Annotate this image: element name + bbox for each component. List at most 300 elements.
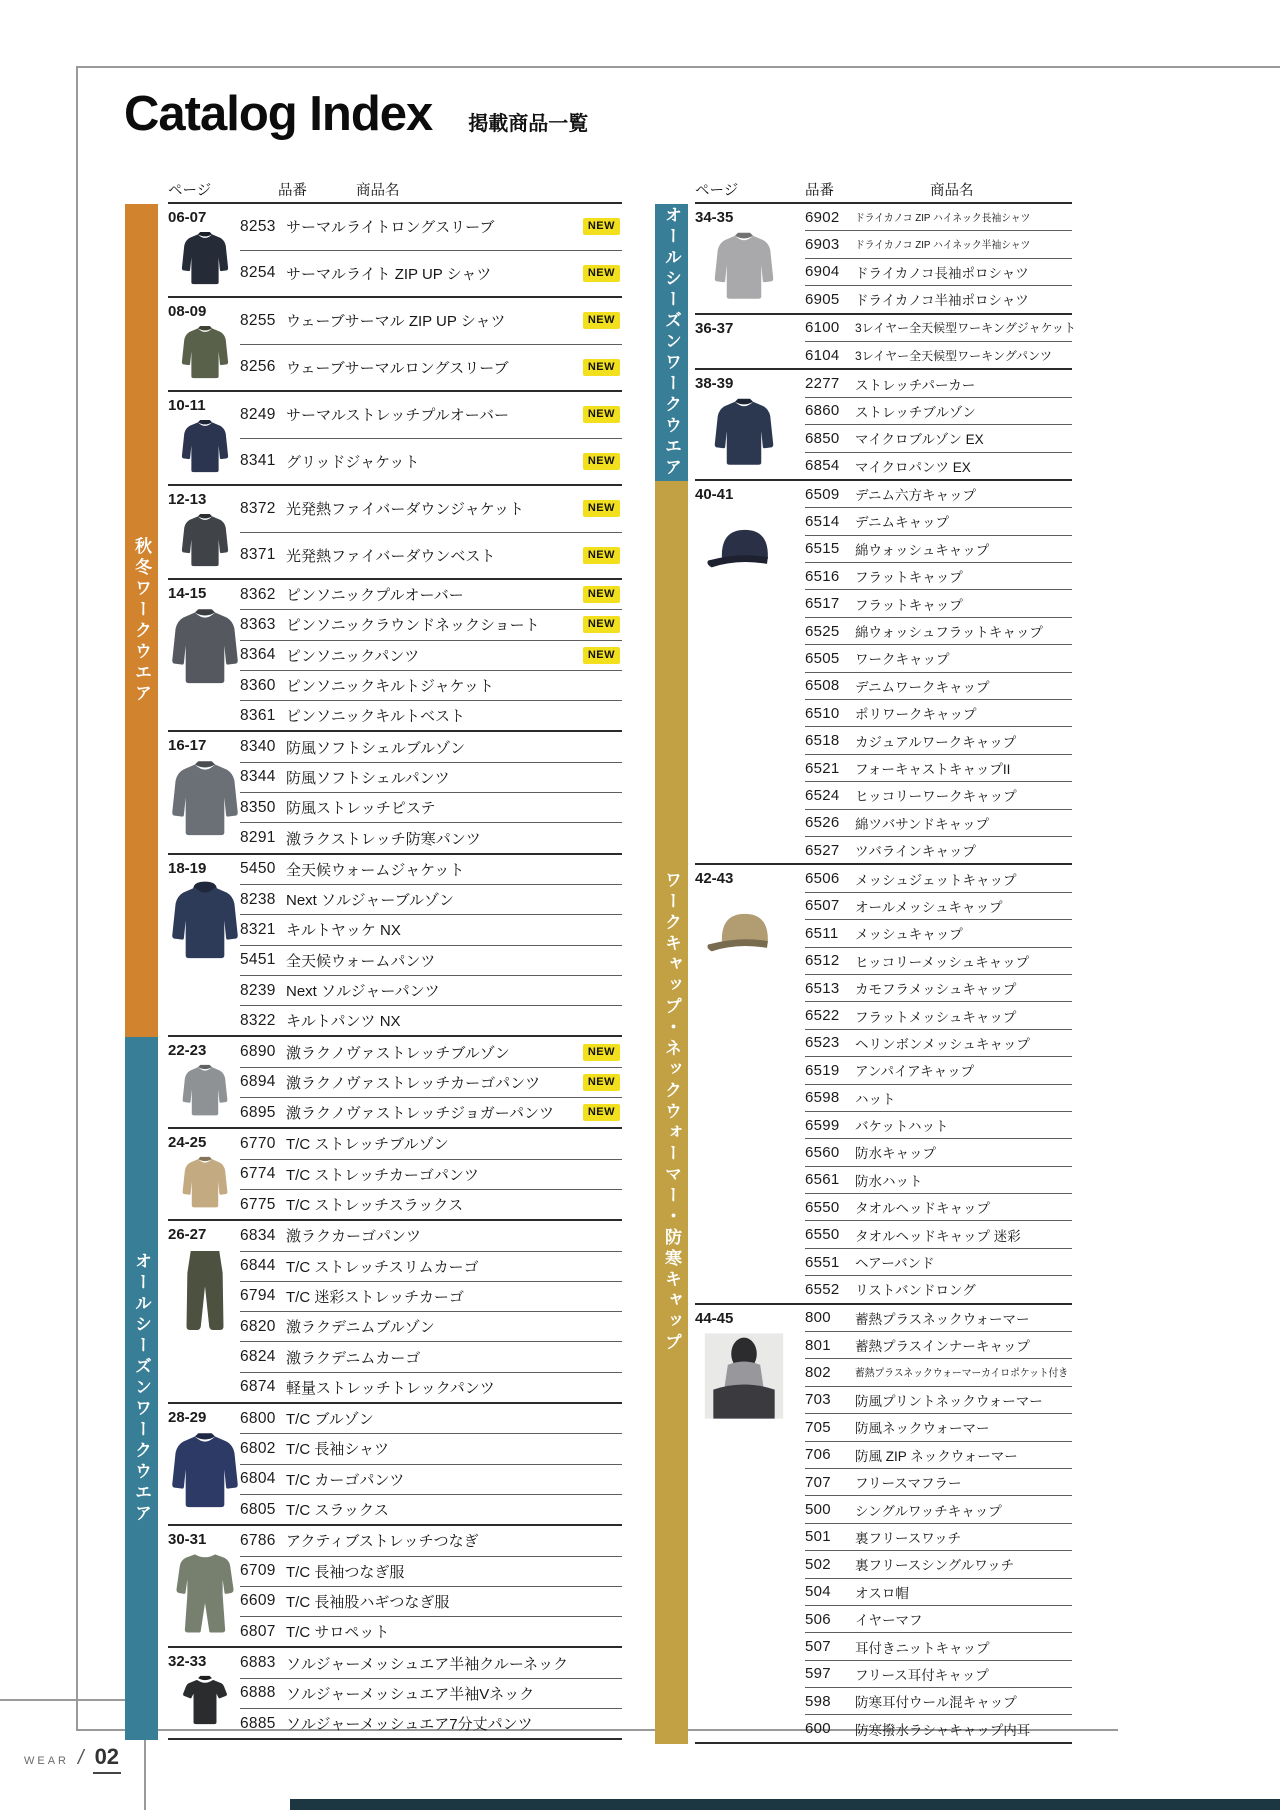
- thumbnail-svg: [699, 506, 789, 598]
- product-row: [805, 810, 1072, 837]
- product-name: ヘアーバンド: [855, 1256, 935, 1272]
- product-row: [805, 1579, 1072, 1606]
- product-name: サーマルライト ZIP UP シャツ: [286, 265, 492, 283]
- product-code: 6521: [805, 759, 840, 777]
- product-row: [240, 1404, 622, 1434]
- product-code: 504: [805, 1583, 831, 1601]
- product-row: [805, 1469, 1072, 1496]
- section-page-range: 18-19: [168, 859, 207, 877]
- catalog-section: [168, 1648, 622, 1740]
- product-code: 8341: [240, 452, 276, 470]
- product-name: タオルヘッドキャップ 迷彩: [855, 1228, 1021, 1244]
- product-name: アクティブストレッチつなぎ: [286, 1533, 479, 1551]
- product-name: 防風ストレッチピステ: [286, 800, 436, 818]
- category-bar: [125, 1037, 158, 1740]
- product-row: [805, 1688, 1072, 1715]
- product-code: 6854: [805, 457, 840, 475]
- product-row: [805, 563, 1072, 590]
- section-rows: [805, 204, 1072, 313]
- product-name: ヒッコリーメッシュキャップ: [855, 954, 1030, 970]
- product-row: [805, 1002, 1072, 1029]
- section-rows: [805, 481, 1072, 863]
- product-code: 6904: [805, 263, 840, 281]
- product-name: 光発熱ファイバーダウンジャケット: [286, 501, 524, 519]
- product-code: 6903: [805, 236, 840, 254]
- product-code: 6874: [240, 1378, 276, 1396]
- section-page-range: 22-23: [168, 1042, 207, 1060]
- product-name: T/C カーゴパンツ: [286, 1471, 405, 1489]
- product-name: イヤーマフ: [855, 1613, 923, 1629]
- product-code: 5451: [240, 951, 276, 969]
- product-code: 6507: [805, 897, 840, 915]
- product-row: [240, 1098, 622, 1127]
- section-side: [695, 204, 805, 313]
- product-code: 8238: [240, 890, 276, 908]
- table-header-page: ページ: [168, 183, 212, 199]
- table-header-name: 商品名: [930, 183, 974, 199]
- product-row: [240, 671, 622, 701]
- product-name: メッシュキャップ: [855, 927, 963, 943]
- product-thumbnail: [163, 511, 247, 575]
- product-code: 6509: [805, 485, 840, 503]
- product-thumbnail: [163, 1062, 247, 1124]
- product-row: [240, 1373, 622, 1402]
- catalog-section: [168, 392, 622, 486]
- product-name: ウェーブサーマル ZIP UP シャツ: [286, 313, 506, 331]
- product-code: 6794: [240, 1287, 276, 1305]
- product-code: 6774: [240, 1165, 276, 1183]
- product-code: 6552: [805, 1280, 840, 1298]
- table-body: [168, 202, 622, 1740]
- product-thumbnail: [163, 229, 247, 293]
- product-code: 600: [805, 1720, 831, 1738]
- product-row: [805, 1661, 1072, 1688]
- product-name: フラットキャップ: [855, 570, 963, 586]
- product-name: 激ラクノヴァストレッチブルゾン: [286, 1044, 510, 1062]
- page-footer: [24, 1744, 121, 1774]
- product-row: [805, 453, 1072, 479]
- product-name: ツバラインキャップ: [855, 844, 976, 860]
- product-row: [240, 1526, 622, 1556]
- product-code: 6522: [805, 1007, 840, 1025]
- product-name: オスロ帽: [855, 1585, 909, 1601]
- product-name: 綿ウォッシュキャップ: [855, 542, 990, 558]
- section-side: [168, 580, 240, 730]
- product-thumbnail: [163, 417, 247, 481]
- thumbnail-svg: [163, 605, 247, 697]
- section-rows: [240, 1037, 622, 1127]
- product-row: [240, 641, 622, 671]
- thumbnail-svg: [163, 880, 247, 972]
- product-name: カジュアルワークキャップ: [855, 734, 1017, 750]
- category-bar-label: オールシーズンワークウエア: [662, 206, 681, 479]
- product-name: T/C スラックス: [286, 1502, 389, 1520]
- product-name: T/C ストレッチスラックス: [286, 1197, 464, 1215]
- thumbnail-svg: [163, 229, 247, 293]
- thumbnail-svg: [163, 1154, 247, 1216]
- product-name: ストレッチパーカー: [855, 377, 976, 393]
- next-page-edge-strip: [290, 1799, 1280, 1810]
- section-side: [695, 481, 805, 863]
- product-name: 蓄熱プラスネックウォーマー: [855, 1311, 1030, 1327]
- section-page-range: 42-43: [695, 870, 734, 888]
- product-row: [240, 1495, 622, 1524]
- product-row: [805, 259, 1072, 286]
- product-code: 597: [805, 1665, 831, 1683]
- catalog-section: [695, 204, 1072, 315]
- product-name: 耳付きニットキャップ: [855, 1640, 990, 1656]
- product-name: 防風ネックウォーマー: [855, 1421, 990, 1437]
- thumbnail-svg: [163, 417, 247, 481]
- product-name: 全天候ウォームパンツ: [286, 952, 436, 970]
- product-row: [240, 1221, 622, 1251]
- catalog-section: [695, 315, 1076, 371]
- product-row: [805, 508, 1072, 535]
- new-badge: NEW: [583, 359, 620, 376]
- product-row: [240, 486, 622, 533]
- section-rows: [240, 204, 622, 296]
- product-name: T/C サロペット: [286, 1624, 390, 1642]
- product-row: [240, 1160, 622, 1190]
- product-code: 8249: [240, 405, 276, 423]
- section-page-range: 10-11: [168, 397, 206, 414]
- product-thumbnail: [699, 395, 789, 476]
- thumbnail-svg: [699, 395, 789, 476]
- section-page-range: 24-25: [168, 1134, 207, 1152]
- catalog-section: [168, 732, 622, 854]
- catalog-section: [168, 1037, 622, 1129]
- section-side: [168, 1526, 240, 1646]
- product-code: 6505: [805, 649, 840, 667]
- product-row: [805, 673, 1072, 700]
- product-row: [805, 342, 1072, 368]
- new-badge: NEW: [583, 547, 620, 564]
- product-name: Next ソルジャーブルゾン: [286, 892, 454, 910]
- product-code: 5450: [240, 860, 276, 878]
- product-name: ヘリンボンメッシュキャップ: [855, 1036, 1030, 1052]
- section-page-range: 32-33: [168, 1653, 207, 1671]
- product-code: 8350: [240, 798, 276, 816]
- product-row: [805, 1633, 1072, 1660]
- section-side: [695, 865, 805, 1302]
- product-row: [805, 893, 1072, 920]
- new-badge: NEW: [583, 616, 620, 633]
- product-row: [240, 1037, 622, 1067]
- new-badge: NEW: [583, 312, 620, 329]
- product-code: 6804: [240, 1470, 276, 1488]
- product-row: [240, 1252, 622, 1282]
- product-name: 綿ツバサンドキャップ: [855, 816, 990, 832]
- product-name: 綿ウォッシュフラットキャップ: [855, 625, 1043, 641]
- product-code: 6515: [805, 540, 840, 558]
- product-code: 6888: [240, 1684, 276, 1702]
- product-name: T/C ストレッチブルゾン: [286, 1136, 449, 1154]
- product-code: 6786: [240, 1531, 276, 1549]
- product-row: [240, 1587, 622, 1617]
- product-code: 6800: [240, 1409, 276, 1427]
- section-side: [168, 855, 240, 1036]
- product-code: 6609: [240, 1592, 276, 1610]
- product-code: 6770: [240, 1134, 276, 1152]
- product-code: 6514: [805, 512, 840, 530]
- footer-separator: /: [78, 1747, 84, 1769]
- category-bar: [125, 204, 158, 1038]
- section-side: [168, 392, 240, 484]
- section-side: [168, 1129, 240, 1219]
- section-page-range: 44-45: [695, 1309, 734, 1327]
- product-thumbnail: [163, 1154, 247, 1216]
- product-code: 6775: [240, 1195, 276, 1213]
- product-row: [805, 536, 1072, 563]
- product-code: 6805: [240, 1500, 276, 1518]
- product-name: T/C ストレッチカーゴパンツ: [286, 1166, 479, 1184]
- section-rows: [240, 732, 622, 852]
- product-code: 6834: [240, 1226, 276, 1244]
- product-row: [240, 1434, 622, 1464]
- product-row: [805, 1276, 1072, 1302]
- product-code: 707: [805, 1473, 831, 1491]
- product-name: メッシュジェットキャップ: [855, 872, 1017, 888]
- product-thumbnail: [699, 1330, 789, 1422]
- product-row: [805, 1194, 1072, 1221]
- catalog-section: [168, 1526, 622, 1648]
- product-name: ピンソニックキルトジャケット: [286, 678, 494, 696]
- new-badge: NEW: [583, 1074, 620, 1091]
- product-row: [805, 782, 1072, 809]
- table-body: [695, 202, 1076, 1744]
- product-row: [805, 1085, 1072, 1112]
- product-row: [805, 948, 1072, 975]
- product-row: [805, 1387, 1072, 1414]
- product-code: 6506: [805, 870, 840, 888]
- product-name: 防寒耳付ウール混キャップ: [855, 1695, 1017, 1711]
- thumbnail-svg: [163, 1673, 247, 1735]
- category-bar-label: オールシーズンワークウエア: [132, 1252, 151, 1525]
- product-name: 蓄熱プラスインナーキャップ: [855, 1339, 1030, 1355]
- product-name: 裏フリースワッチ: [855, 1530, 962, 1546]
- product-row: [805, 1030, 1072, 1057]
- product-code: 6560: [805, 1143, 840, 1161]
- product-code: 801: [805, 1336, 831, 1354]
- product-code: 6518: [805, 732, 840, 750]
- product-code: 6561: [805, 1171, 840, 1189]
- section-side: [168, 486, 240, 578]
- section-page-range: 08-09: [168, 303, 207, 320]
- section-rows: [240, 1129, 622, 1219]
- product-code: 6890: [240, 1043, 276, 1061]
- section-side: [695, 370, 805, 479]
- product-code: 6100: [805, 319, 840, 337]
- product-code: 6517: [805, 595, 840, 613]
- product-row: [240, 855, 622, 885]
- product-name: 全天候ウォームジャケット: [286, 861, 465, 879]
- product-code: 8362: [240, 585, 276, 603]
- page-subtitle: 掲載商品一覧: [468, 113, 589, 135]
- section-page-range: 26-27: [168, 1226, 207, 1244]
- product-code: 705: [805, 1418, 831, 1436]
- section-page-range: 40-41: [695, 485, 734, 503]
- product-code: 6104: [805, 346, 840, 364]
- product-code: 8340: [240, 738, 276, 756]
- product-code: 507: [805, 1638, 831, 1655]
- product-row: [240, 1679, 622, 1709]
- new-badge: NEW: [583, 647, 620, 664]
- section-rows: [240, 486, 622, 578]
- title-block: [124, 86, 588, 142]
- new-badge: NEW: [583, 500, 620, 517]
- product-code: 8253: [240, 217, 276, 235]
- product-thumbnail: [163, 1673, 247, 1735]
- thumbnail-svg: [163, 323, 247, 387]
- new-badge: NEW: [583, 406, 620, 423]
- product-row: [805, 1249, 1072, 1276]
- product-row: [240, 1465, 622, 1495]
- product-name: 激ラクノヴァストレッチカーゴパンツ: [286, 1074, 541, 1092]
- section-rows: [240, 392, 622, 484]
- product-name: 激ラクカーゴパンツ: [286, 1228, 422, 1246]
- product-name: デニム六方キャップ: [855, 488, 976, 504]
- product-code: 6885: [240, 1714, 276, 1732]
- product-row: [240, 1129, 622, 1159]
- product-name: 防風プリントネックウォーマー: [855, 1393, 1043, 1409]
- category-bar-label: 秋冬ワークウエア: [132, 537, 151, 705]
- product-name: T/C 長袖股ハギつなぎ服: [286, 1593, 450, 1611]
- product-name: 3レイヤー全天候型ワーキングジャケット: [855, 321, 1076, 336]
- product-row: [805, 370, 1072, 397]
- product-code: 6598: [805, 1089, 840, 1107]
- product-name: 防風ソフトシェルブルゾン: [286, 739, 466, 757]
- product-code: 6527: [805, 841, 840, 859]
- product-row: [240, 1648, 622, 1678]
- product-name: グリッドジャケット: [286, 453, 420, 471]
- thumbnail-svg: [163, 1246, 247, 1338]
- product-code: 506: [805, 1610, 831, 1628]
- catalog-column-right: [662, 176, 1076, 1744]
- section-rows: [805, 865, 1072, 1302]
- product-code: 2277: [805, 375, 840, 393]
- product-row: [805, 975, 1072, 1002]
- section-side: [695, 315, 805, 369]
- section-rows: [240, 1526, 622, 1646]
- product-name: リストバンドロング: [855, 1283, 976, 1299]
- product-row: [805, 1167, 1072, 1194]
- product-name: 激ラクデニムブルゾン: [286, 1319, 435, 1337]
- section-rows: [805, 370, 1072, 479]
- product-code: 6894: [240, 1073, 276, 1091]
- product-row: [240, 1312, 622, 1342]
- new-badge: NEW: [583, 586, 620, 603]
- product-code: 8255: [240, 311, 276, 329]
- section-side: [168, 204, 240, 296]
- product-row: [805, 727, 1072, 754]
- product-code: 6551: [805, 1253, 840, 1271]
- product-name: T/C ブルゾン: [286, 1411, 374, 1429]
- product-row: [240, 580, 622, 610]
- product-code: 6895: [240, 1103, 276, 1121]
- product-row: [240, 763, 622, 793]
- new-badge: NEW: [583, 265, 620, 282]
- thumbnail-svg: [163, 1062, 247, 1124]
- product-row: [240, 1557, 622, 1587]
- product-name: 軽量ストレッチトレックパンツ: [286, 1379, 495, 1397]
- product-code: 8371: [240, 546, 276, 564]
- product-row: [805, 481, 1072, 508]
- product-row: [805, 645, 1072, 672]
- product-row: [805, 231, 1072, 258]
- thumbnail-svg: [699, 890, 789, 982]
- table-header-code: 品番: [278, 183, 307, 199]
- product-row: [805, 837, 1072, 863]
- product-name: ドライカノコ ZIP ハイネック長袖シャツ: [855, 211, 1031, 224]
- product-row: [240, 976, 622, 1006]
- product-row: [805, 1057, 1072, 1084]
- product-code: 8254: [240, 264, 276, 282]
- section-rows: [805, 315, 1076, 369]
- product-row: [805, 1332, 1072, 1359]
- thumbnail-svg: [163, 1429, 247, 1521]
- section-side: [168, 1037, 240, 1127]
- product-name: 防風 ZIP ネックウォーマー: [855, 1448, 1018, 1464]
- product-name: ピンソニックプルオーバー: [286, 587, 464, 605]
- product-name: 激ラクデニムカーゴ: [286, 1349, 421, 1367]
- product-row: [805, 1715, 1072, 1741]
- section-side: [168, 1404, 240, 1524]
- thumbnail-svg: [699, 229, 789, 310]
- table-header-name: 商品名: [356, 183, 400, 199]
- product-name: フリースマフラー: [855, 1476, 962, 1492]
- product-name: ウェーブサーマルロングスリーブ: [286, 359, 509, 377]
- product-name: オールメッシュキャップ: [855, 899, 1003, 915]
- footer-page-number: 02: [93, 1744, 121, 1774]
- catalog-section: [695, 370, 1072, 481]
- section-page-range: 34-35: [695, 209, 734, 226]
- table-header-page: ページ: [695, 183, 739, 199]
- catalog-section: [695, 481, 1072, 865]
- product-name: T/C 迷彩ストレッチカーゴ: [286, 1288, 464, 1306]
- product-name: アンパイアキャップ: [855, 1064, 975, 1080]
- product-code: 706: [805, 1446, 831, 1464]
- product-code: 6807: [240, 1622, 276, 1640]
- thumbnail-svg: [163, 757, 247, 849]
- product-row: [805, 1139, 1072, 1166]
- product-name: サーマルライトロングスリーブ: [286, 219, 495, 237]
- section-side: [168, 298, 240, 390]
- product-name: タオルヘッドキャップ: [855, 1201, 990, 1217]
- product-row: [240, 298, 622, 345]
- category-bar: [655, 204, 688, 481]
- product-code: 6526: [805, 814, 840, 832]
- product-row: [240, 885, 622, 915]
- product-code: 502: [805, 1555, 831, 1573]
- product-row: [805, 1606, 1072, 1633]
- product-code: 8321: [240, 920, 276, 938]
- product-name: ドライカノコ半袖ポロシャツ: [855, 293, 1029, 309]
- product-code: 6902: [805, 208, 840, 226]
- thumbnail-svg: [163, 1551, 247, 1643]
- section-page-range: 14-15: [168, 585, 207, 602]
- section-rows: [240, 1404, 622, 1524]
- product-code: 6820: [240, 1317, 276, 1335]
- table-header-code: 品番: [805, 183, 834, 199]
- product-row: [240, 1617, 622, 1646]
- product-name: デニムワークキャップ: [855, 679, 990, 695]
- product-row: [805, 920, 1072, 947]
- new-badge: NEW: [583, 1044, 620, 1061]
- product-code: 6512: [805, 952, 840, 970]
- product-row: [240, 345, 622, 391]
- product-code: 703: [805, 1391, 831, 1409]
- product-code: 8361: [240, 706, 276, 724]
